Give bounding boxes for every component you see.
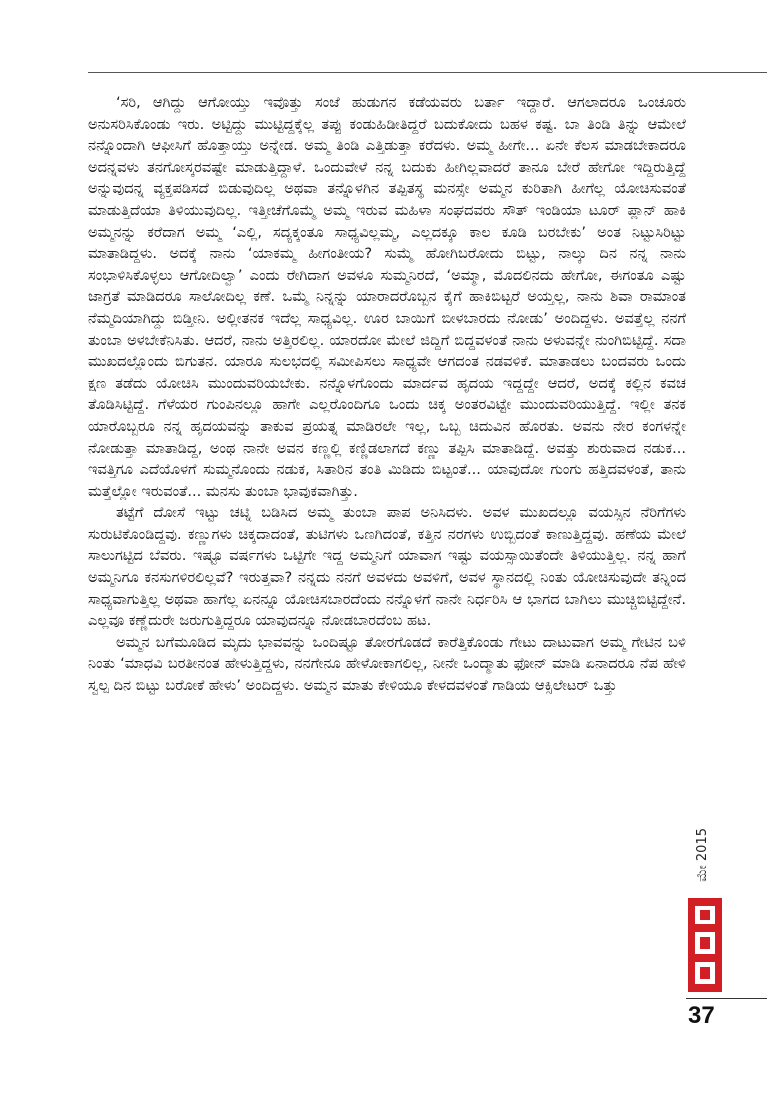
- issue-date: ಮೇ 2015: [695, 828, 710, 882]
- mayura-logo-icon: [686, 896, 724, 994]
- paragraph-3: ಅಮ್ಮನ ಬಗೆಮೂಡಿದ ಮೃದು ಭಾವವನ್ನು ಒಂದಿಷ್ಟೂ ತೋರಗೊಡದೆ ಕಾರೆತ್ತಿಕೊಂಡು ಗೇಟು ದಾಟುವಾಗ ಅಮ್ಮ ಗೇಟಿನ ಬಳಿ ನಿಂತು ‘ಮಾಧವಿ ಬರತೀನಂತ ಹೇಳುತ್ತಿದ್ದಳು, ನನಗೇನೂ ಹೇಳೋಕಾಗಲಿಲ್ಲ, ನೀನೇ ಒಂದ್ಮಾತು ಫೋನ್ ಮಾಡಿ ಏನಾದರೂ ನೆಪ ಹೇಳಿ ಸ್ವಲ್ಪ ದಿನ ಬಿಟ್ಟು ಬರೋಕೆ ಹೇಳು’ ಅಂದಿದ್ದಳು. ಅಮ್ಮನ ಮಾತು ಕೇಳಿಯೂ ಕೇಳದವಳಂತೆ ಗಾಡಿಯ ಆಕ್ಸಿಲೇಟರ್ ಒತ್ತು: [88, 633, 686, 695]
- logo-glyph-1-cut: [700, 910, 710, 920]
- article-body: [88, 92, 686, 697]
- magazine-logo: [686, 896, 724, 994]
- logo-glyph-3-cut: [700, 967, 710, 979]
- footer-rule: [686, 998, 767, 999]
- top-rule: [88, 72, 767, 73]
- paragraph-2: ತಟ್ಟೆಗೆ ದೋಸೆ ಇಟ್ಟು ಚಟ್ನಿ ಬಡಿಸಿದ ಅಮ್ಮ ತುಂಬಾ ಪಾಪ ಅನಿಸಿದಳು. ಅವಳ ಮುಖದಲ್ಲೂ ವಯಸ್ಸಿನ ನೆರಿಗೆಗಳು ಸುರುಟಿಕೊಂಡಿದ್ದವು. ಕಣ್ಣುಗಳು ಚಿಕ್ಕದಾದಂತೆ, ತುಟಿಗಳು ಒಣಗಿದಂತೆ, ಕತ್ತಿನ ನರಗಳು ಉಬ್ಬಿದಂತೆ ಕಾಣುತ್ತಿದ್ದವು. ಹಣೆಯ ಮೇಲೆ ಸಾಲುಗಟ್ಟಿದ ಬೆವರು. ಇಷ್ಟೂ ವರ್ಷಗಳು ಒಟ್ಟಿಗೇ ಇದ್ದ ಅಮ್ಮನಿಗೆ ಯಾವಾಗ ಇಷ್ಟು ವಯಸ್ಸಾಯಿತೆಂದೇ ತಿಳಿಯುತ್ತಿಲ್ಲ. ನನ್ನ ಹಾಗೆ ಅಮ್ಮನಿಗೂ ಕನಸುಗಳಿರಲಿಲ್ಲವೆ? ಇರುತ್ತವಾ? ನನ್ನದು ನನಗೆ ಅವಳದು ಅವಳಿಗೆ, ಅವಳ ಸ್ಥಾನದಲ್ಲಿ ನಿಂತು ಯೋಚಿಸುವುದೇ ತನ್ನಿಂದ ಸಾಧ್ಯವಾಗುತ್ತಿಲ್ಲ ಅಥವಾ ಹಾಗೆಲ್ಲ ಏನನ್ನೂ ಯೋಚಿಸಬಾರದೆಂದು ನನ್ನೊಳಗೆ ನಾನೇ ನಿರ್ಧರಿಸಿ ಆ ಭಾಗದ ಬಾಗಿಲು ಮುಚ್ಚಿಬಿಟ್ಟಿದ್ದೇನೆ. ಎಲ್ಲವೂ ಕಣ್ಣೆದುರೇ ಜರುಗುತ್ತಿದ್ದರೂ ಯಾವುದನ್ನೂ ನೋಡಬಾರದೆಂಬ ಹಟ.: [88, 504, 686, 630]
- page-number: 37: [688, 1002, 715, 1029]
- logo-glyph-2-cut: [700, 937, 710, 949]
- paragraph-1: ‘ಸರಿ, ಆಗಿದ್ದು ಆಗೋಯ್ತು ಇವೊತ್ತು ಸಂಜೆ ಹುಡುಗನ ಕಡೆಯವರು ಬರ್ತಾ ಇದ್ದಾರೆ. ಆಗಲಾದರೂ ಒಂಚೂರು ಅನುಸರಿಸಿಕೊಂಡು ಇರು. ಅಟ್ಟಿದ್ದು ಮುಟ್ಟಿದ್ದಕ್ಕೆಲ್ಲ ತಪ್ಪು ಕಂಡುಹಿಡೀತಿದ್ದರೆ ಬದುಕೋದು ಬಹಳ ಕಷ್ಟ. ಬಾ ತಿಂಡಿ ತಿನ್ನು ಆಮೇಲೆ ನನ್ನೊಂದಾಗಿ ಆಫೀಸಿಗೆ ಹೊತ್ತಾಯ್ತು ಅನ್ನೇಡ. ಅಮ್ಮ ತಿಂಡಿ ಎತ್ತಿಡುತ್ತಾ ಕರೆದಳು. ಅಮ್ಮ ಹೀಗೇ... ಏನೇ ಕೆಲಸ ಮಾಡಬೇಕಾದರೂ ಅದನ್ನವಳು ತನಗೋಸ್ಕರವಷ್ಟೇ ಮಾಡುತ್ತಿದ್ದಾಳೆ. ಒಂದುವೇಳೆ ನನ್ನ ಬದುಕು ಹೀಗಿಲ್ಲವಾದರೆ ತಾನೂ ಬೇರೆ ಹೇಗೋ ಇದ್ದಿರುತ್ತಿದ್ದೆ ಅನ್ನುವುದನ್ನ ವ್ಯಕ್ತಪಡಿಸದೆ ಬಿಡುವುದಿಲ್ಲ ಅಥವಾ ತನ್ನೊಳಗಿನ ತಪ್ಪಿತಸ್ಥ ಮನಸ್ಸೇ ಅಮ್ಮನ ಕುರಿತಾಗಿ ಹೀಗೆಲ್ಲ ಯೋಚಿಸುವಂತೆ ಮಾಡುತ್ತಿದೆಯಾ ತಿಳಿಯುವುದಿಲ್ಲ. ಇತ್ತೀಚೆಗೊಮ್ಮೆ ಅಮ್ಮ ಇರುವ ಮಹಿಳಾ ಸಂಘದವರು ಸೌತ್ ಇಂಡಿಯಾ ಟೂರ್ ಪ್ಲಾನ್ ಹಾಕಿ ಅಮ್ಮನನ್ನು ಕರೆದಾಗ ಅಮ್ಮ ‘ಎಲ್ಲಿ, ಸದ್ಯಕ್ಕಂತೂ ಸಾಧ್ಯವಿಲ್ಲಮ್ಮ, ಎಲ್ಲದಕ್ಕೂ ಕಾಲ ಕೂಡಿ ಬರಬೇಕು’ ಅಂತ ನಿಟ್ಟುಸಿರಿಟ್ಟು ಮಾತಾಡಿದ್ದಳು. ಅದಕ್ಕೆ ನಾನು ‘ಯಾಕಮ್ಮ ಹೀಗಂತೀಯ? ಸುಮ್ಮೆ ಹೋಗಿಬರೋದು ಬಿಟ್ಟು, ನಾಲ್ಕು ದಿನ ನನ್ನ ನಾನು ಸಂಭಾಳಿಸಿಕೊಳ್ಳಲು ಆಗೋದಿಲ್ವಾ’ ಎಂದು ರೇಗಿದಾಗ ಅವಳೂ ಸುಮ್ಮನಿರದೆ, ‘ಅಮ್ಮಾ, ಮೊದಲಿನದು ಹೇಗೋ, ಈಗಂತೂ ಎಷ್ಟು ಜಾಗ್ರತೆ ಮಾಡಿದರೂ ಸಾಲೋದಿಲ್ಲ ಕಣೆ. ಒಮ್ಮೆ ನಿನ್ನನ್ನು ಯಾರಾದರೊಬ್ಬನ ಕೈಗೆ ಹಾಕಿಬಿಟ್ಟರೆ ಅಯ್ತಲ್ಲ, ನಾನು ಶಿವಾ ರಾಮಾಂತ ನೆಮ್ಮದಿಯಾಗಿದ್ದು ಬಿಡ್ತೀನಿ. ಅಲ್ಲೀತನಕ ಇದೆಲ್ಲ ಸಾಧ್ಯವಿಲ್ಲ. ಊರ ಬಾಯಿಗೆ ಬೀಳಬಾರದು ನೋಡು’ ಅಂದಿದ್ದಳು. ಅವತ್ತೆಲ್ಲ ನನಗೆ ತುಂಬಾ ಅಳಬೇಕೆನಿಸಿತು. ಆದರೆ, ನಾನು ಅತ್ತಿರಲಿಲ್ಲ. ಯಾರದೋ ಮೇಲೆ ಜಿದ್ದಿಗೆ ಬಿದ್ದವಳಂತೆ ನಾನು ಅಳುವನ್ನೇ ನುಂಗಿಬಿಟ್ಟಿದ್ದೆ. ಸದಾ ಮುಖದಲ್ಲೊಂದು ಬಿಗುತನ. ಯಾರೂ ಸುಲಭದಲ್ಲಿ ಸಮೀಪಿಸಲು ಸಾಧ್ಯವೇ ಆಗದಂತ ನಡವಳಿಕೆ. ಮಾತಾಡಲು ಬಂದವರು ಒಂದು ಕ್ಷಣ ತಡೆದು ಯೋಚಿಸಿ ಮುಂದುವರಿಯಬೇಕು. ನನ್ನೊಳಗೊಂದು ಮಾರ್ದವ ಹೃದಯ ಇದ್ದದ್ದೇ ಆದರೆ, ಅದಕ್ಕೆ ಕಲ್ಲಿನ ಕವಚ ತೊಡಿಸಿಟ್ಟಿದ್ದೆ. ಗೆಳೆಯರ ಗುಂಪಿನಲ್ಲೂ ಹಾಗೇ ಎಲ್ಲರೊಂದಿಗೂ ಒಂದು ಚಿಕ್ಕ ಅಂತರವಿಟ್ಟೇ ಮುಂದುವರಿಯುತ್ತಿದ್ದೆ. ಇಲ್ಲೀ ತನಕ ಯಾರೊಬ್ಬರೂ ನನ್ನ ಹೃದಯವನ್ನು ತಾಕುವ ಪ್ರಯತ್ನ ಮಾಡಿರಲೇ ಇಲ್ಲ, ಒಬ್ಬ ಚಿದುವಿನ ಹೊರತು. ಅವನು ನೇರ ಕಂಗಳನ್ನೇ ನೋಡುತ್ತಾ ಮಾತಾಡಿದ್ದ, ಅಂಥ ನಾನೇ ಅವನ ಕಣ್ಣಲ್ಲಿ ಕಣ್ಣಿಡಲಾಗದೆ ಕಣ್ಣು ತಪ್ಪಿಸಿ ಮಾತಾಡಿದ್ದೆ. ಅವತ್ತು ಶುರುವಾದ ನಡುಕ... ಇವತ್ತಿಗೂ ಎದೆಯೊಳಗೆ ಸುಮ್ಮನೊಂದು ನಡುಕ, ಸಿತಾರಿನ ತಂತಿ ಮಿಡಿದು ಬಿಟ್ಟಂತೆ... ಯಾವುದೋ ಗುಂಗು ಹತ್ತಿದವಳಂತೆ, ತಾನು ಮತ್ತೆಲ್ಲೋ ಇರುವಂತೆ... ಮನಸು ತುಂಬಾ ಭಾವುಕವಾಗಿತ್ತು.: [88, 94, 686, 500]
